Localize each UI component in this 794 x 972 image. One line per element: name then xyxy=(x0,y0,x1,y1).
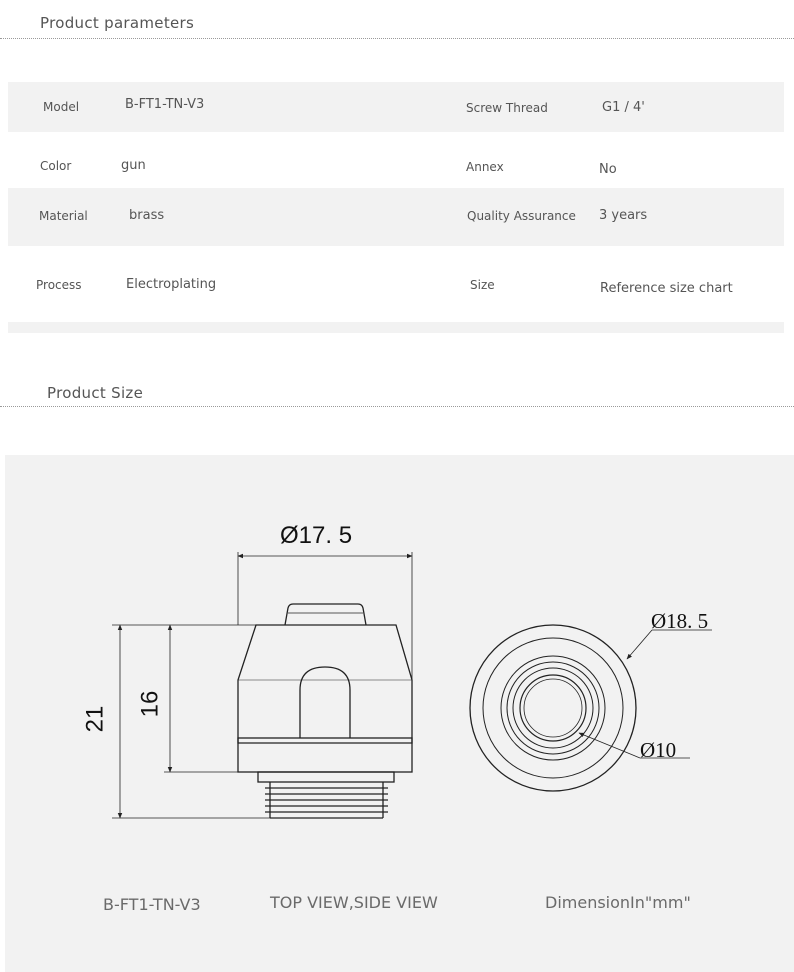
label-color: Color xyxy=(40,159,72,173)
params-title: Product parameters xyxy=(40,14,195,32)
width-dimension-label: Ø17. 5 xyxy=(280,522,353,549)
height-total-label: 21 xyxy=(81,705,109,733)
size-title: Product Size xyxy=(47,384,144,402)
value-size: Reference size chart xyxy=(600,281,733,296)
value-screw-thread: G1 / 4' xyxy=(602,100,645,115)
outer-diameter-label: Ø18. 5 xyxy=(651,609,709,633)
caption-unit: DimensionIn"mm" xyxy=(545,893,691,912)
value-quality-assurance: 3 years xyxy=(599,208,648,223)
top-view xyxy=(470,625,636,791)
label-material: Material xyxy=(39,209,88,223)
label-screw-thread: Screw Thread xyxy=(466,101,548,115)
value-annex: No xyxy=(599,162,617,177)
side-view xyxy=(238,604,412,818)
label-process: Process xyxy=(36,278,82,292)
width-dimension xyxy=(238,552,412,680)
value-material: brass xyxy=(129,208,165,223)
height-body-label: 16 xyxy=(136,690,164,718)
value-process: Electroplating xyxy=(126,277,217,292)
label-size: Size xyxy=(470,278,495,292)
label-quality-assurance: Quality Assurance xyxy=(467,209,576,223)
inner-diameter-label: Ø10 xyxy=(640,738,677,762)
label-annex: Annex xyxy=(466,160,504,174)
height-body-dimension xyxy=(164,625,238,772)
caption-model: B-FT1-TN-V3 xyxy=(103,895,201,914)
value-color: gun xyxy=(121,158,146,173)
caption-views: TOP VIEW,SIDE VIEW xyxy=(270,893,438,912)
value-model: B-FT1-TN-V3 xyxy=(125,97,205,112)
label-model: Model xyxy=(43,100,80,114)
